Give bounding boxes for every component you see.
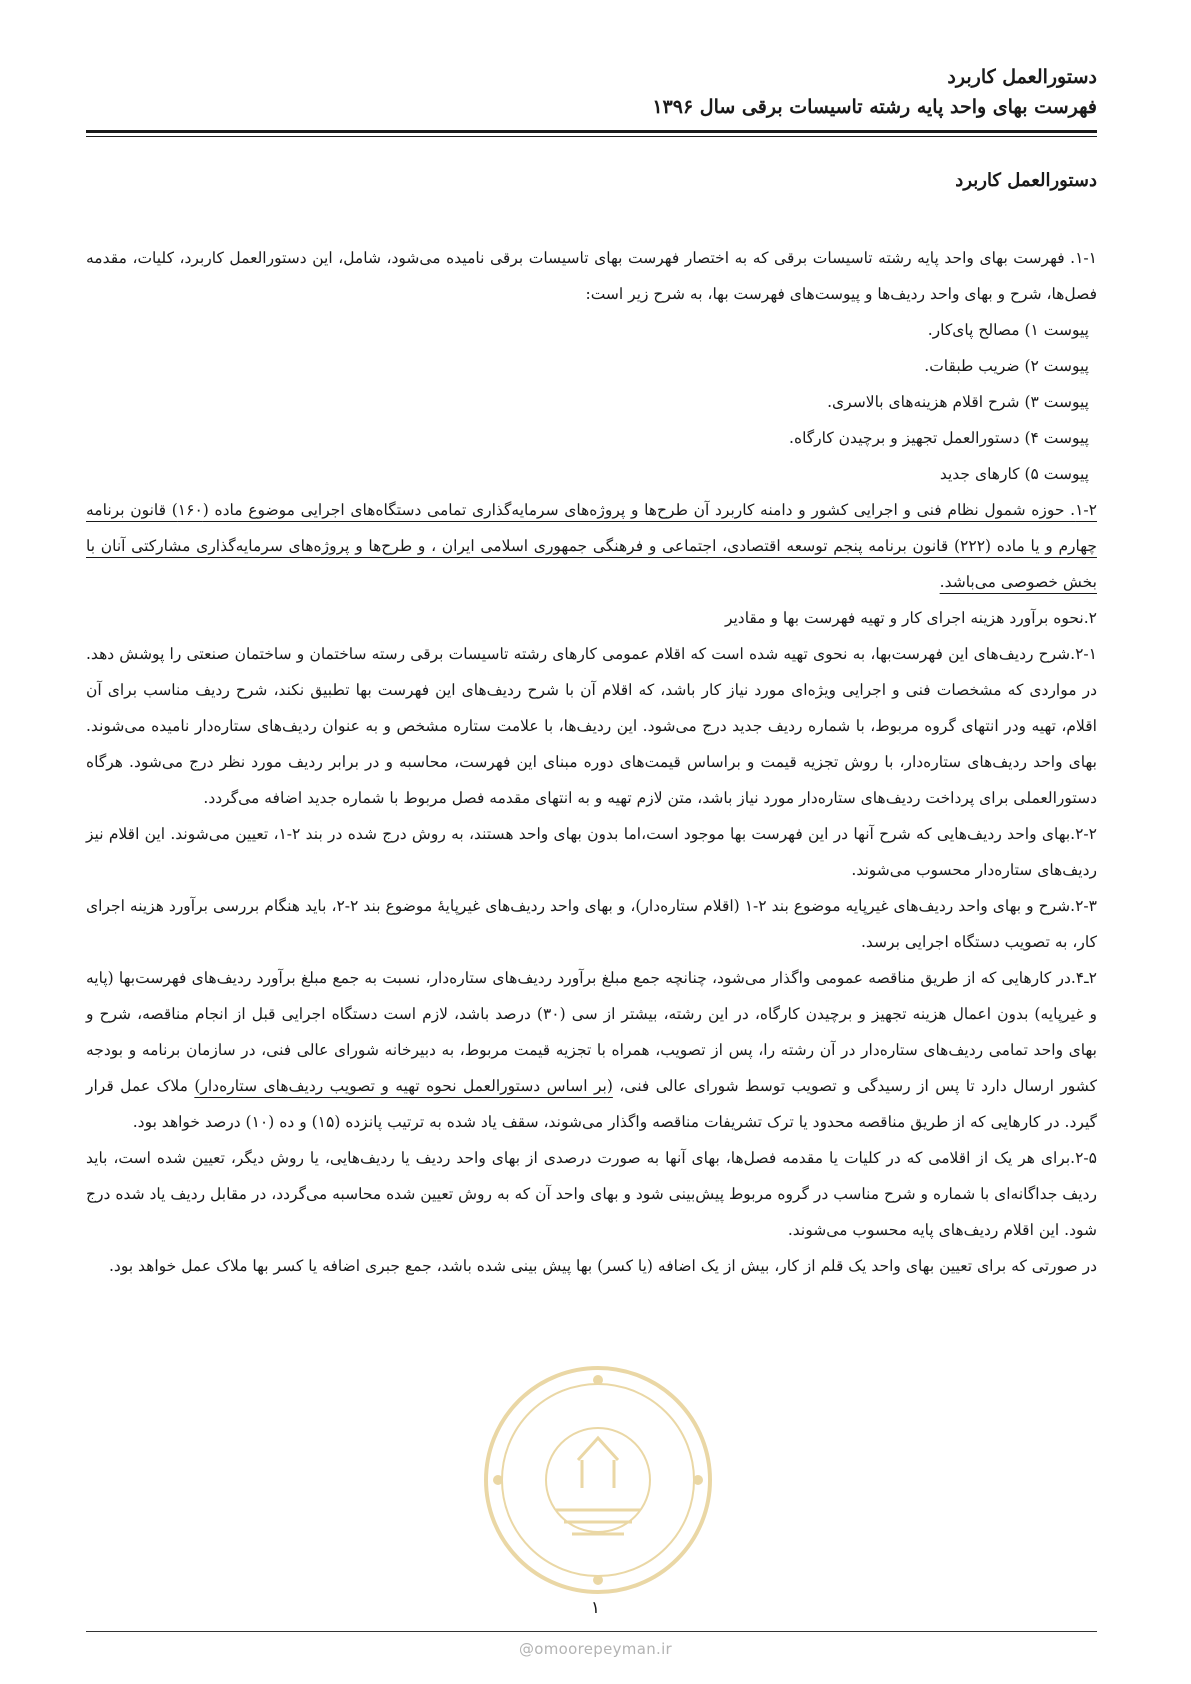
heading-2: ۲.نحوه برآورد هزینه اجرای کار و تهیه فهرست بها و مقادیر bbox=[724, 609, 1097, 627]
paragraph-2-4-text-end: ملاک عمل قرار گیرد. در کارهایی که از طریق مناقصه محدود یا ترک تشریفات مناقصه واگذار می‌شوند، سقف یاد شده به ترتیب پانزده (۱۵) و ده (۱۰) درصد خواهد بود. bbox=[86, 1077, 1097, 1131]
paragraph-1-1: ۱-۱. فهرست بهای واحد پایه رشته تاسیسات برقی که به اختصار فهرست بهای تاسیسات برقی نامیده می‌شود، شامل، این دستورالعمل کاربرد، کلیات، مقدمه فصل‌ها، شرح و بهای واحد ردیف‌ها و پیوست‌های فهرست بها، به شرح زیر است: bbox=[86, 249, 1097, 303]
header-subtitle: فهرست بهای واحد پایه رشته تاسیسات برقی سال ۱۳۹۶ bbox=[652, 96, 1097, 118]
footer-site-watermark: @omoorepeyman.ir bbox=[518, 1640, 673, 1658]
appendix-item: پیوست ۳) شرح اقلام هزینه‌های بالاسری. bbox=[827, 393, 1089, 411]
paragraph-1-2: ۱-۲. حوزه شمول نظام فنی و اجرایی کشور و دامنه کاربرد آن طرح‌ها و پروژه‌های سرمایه‌گذاری تمامی دستگاه‌های اجرایی موضوع ماده (۱۶۰) قانون برنامه چهارم و یا ماده (۲۲۲) قانون برنامه پنجم توسعه اقتصادی، اجتماعی و فرهنگی جمهوری اسلامی ایران ، و طرح‌ها و پروژه‌های سرمایه‌گذاری مشارکتی آنان با بخش خصوصی می‌باشد. bbox=[86, 501, 1097, 591]
page-header bbox=[86, 62, 1097, 122]
header-title: دستورالعمل کاربرد bbox=[947, 66, 1097, 88]
appendix-item: پیوست ۲) ضریب طبقات. bbox=[924, 357, 1089, 375]
page-number: ۱ bbox=[590, 1598, 601, 1618]
appendix-item: پیوست ۵) کارهای جدید bbox=[939, 465, 1089, 483]
paragraph-2-2: ۲-۲.بهای واحد ردیف‌هایی که شرح آنها در این فهرست بها موجود است،اما بدون بهای واحد هستند، به روش درج شده در بند ۲-۱، تعیین می‌شوند. این اقلام نیز ردیف‌های ستاره‌دار محسوب می‌شوند. bbox=[86, 825, 1097, 879]
paragraph-2-4 bbox=[86, 960, 1097, 1140]
paragraph-2-1: ۲-۱.شرح ردیف‌های این فهرست‌بها، به نحوی تهیه شده است که اقلام عمومی کارهای رشته تاسیسات برقی رسته ساختمان و ساختمان صنعتی را پوشش دهد. در مواردی که مشخصات فنی و اجرایی ویژه‌ای مورد نیاز کار باشد، که اقلام آن با شرح ردیف‌های این فهرست بها تطبیق نکند، شرح ردیف مناسب برای آن اقلام، تهیه ودر انتهای گروه مربوط، با شماره ردیف جدید درج می‌شود. این ردیف‌ها، با علامت ستاره مشخص و به عنوان ردیف‌های ستاره‌دار نامیده می‌شوند. بهای واحد ردیف‌های ستاره‌دار، با روش تجزیه قیمت و براساس قیمت‌های دوره مبنای این فهرست، محاسبه و در برابر ردیف مورد نظر درج می‌شود. هرگاه دستورالعملی برای پرداخت ردیف‌های ستاره‌دار مورد نیاز باشد، متن لازم تهیه و به انتهای مقدمه فصل مربوط با شماره جدید اضافه می‌گردد. bbox=[86, 645, 1097, 807]
footer-rule bbox=[86, 1631, 1097, 1632]
paragraph-2-5: ۲-۵.برای هر یک از اقلامی که در کلیات یا مقدمه فصل‌ها، بهای آنها به صورت درصدی از بهای واحد ردیف یا ردیف‌هایی، یا روش دیگر، تعیین شده است، باید ردیف جداگانه‌ای با شماره و شرح مناسب در گروه مربوط پیش‌بینی شود و بهای واحد آن که به روش تعیین شده محاسبه می‌گردد، در مقابل ردیف یاد شده درج شود. این اقلام ردیف‌های پایه محسوب می‌شوند. bbox=[86, 1149, 1097, 1239]
header-rule-thin bbox=[86, 136, 1097, 137]
paragraph-2-4-text: ۲ـ۴.در کارهایی که از طریق مناقصه عمومی واگذار می‌شود، چنانچه جمع مبلغ برآورد ردیف‌های ستاره‌دار، نسبت به جمع مبلغ برآورد ردیف‌های فهرست‌بها (پایه و غیرپایه) بدون اعمال هزینه تجهیز و برچیدن کارگاه، در این رشته، بیشتر از سی (۳۰) درصد باشد، لازم است دستگاه اجرایی قبل از انجام مناقصه، شرح و بهای واحد تمامی ردیف‌های ستاره‌دار در آن رشته را، پس از تصویب، همراه با تجزیه قیمت مربوط، به دبیرخانه شورای عالی فنی، در سازمان برنامه و بودجه کشور ارسال دارد تا پس از رسیدگی و تصویب توسط شورای عالی فنی، bbox=[86, 969, 1098, 1095]
appendix-item: پیوست ۴) دستورالعمل تجهیز و برچیدن کارگاه. bbox=[789, 429, 1089, 447]
paragraph-2-4-underlined: (بر اساس دستورالعمل نحوه تهیه و تصویب ردیف‌های ستاره‌دار) bbox=[194, 1077, 613, 1095]
document-body bbox=[86, 240, 1097, 1284]
paragraph-last: در صورتی که برای تعیین بهای واحد یک قلم از کار، بیش از یک اضافه (یا کسر) بها پیش بینی شده باشد، جمع جبری اضافه یا کسر بها ملاک عمل خواهد بود. bbox=[108, 1257, 1097, 1275]
section-title: دستورالعمل کاربرد bbox=[955, 170, 1097, 191]
document-page bbox=[86, 0, 1097, 1684]
header-rule-thick bbox=[86, 130, 1097, 133]
appendix-item: پیوست ۱) مصالح پای‌کار. bbox=[927, 321, 1089, 339]
paragraph-2-3: ۲-۳.شرح و بهای واحد ردیف‌های غیرپایه موضوع بند ۲-۱ (اقلام ستاره‌دار)، و بهای واحد ردیف‌های غیرپایهٔ موضوع بند ۲-۲، باید هنگام بررسی برآورد هزینه اجرای کار، به تصویب دستگاه اجرایی برسد. bbox=[86, 897, 1097, 951]
